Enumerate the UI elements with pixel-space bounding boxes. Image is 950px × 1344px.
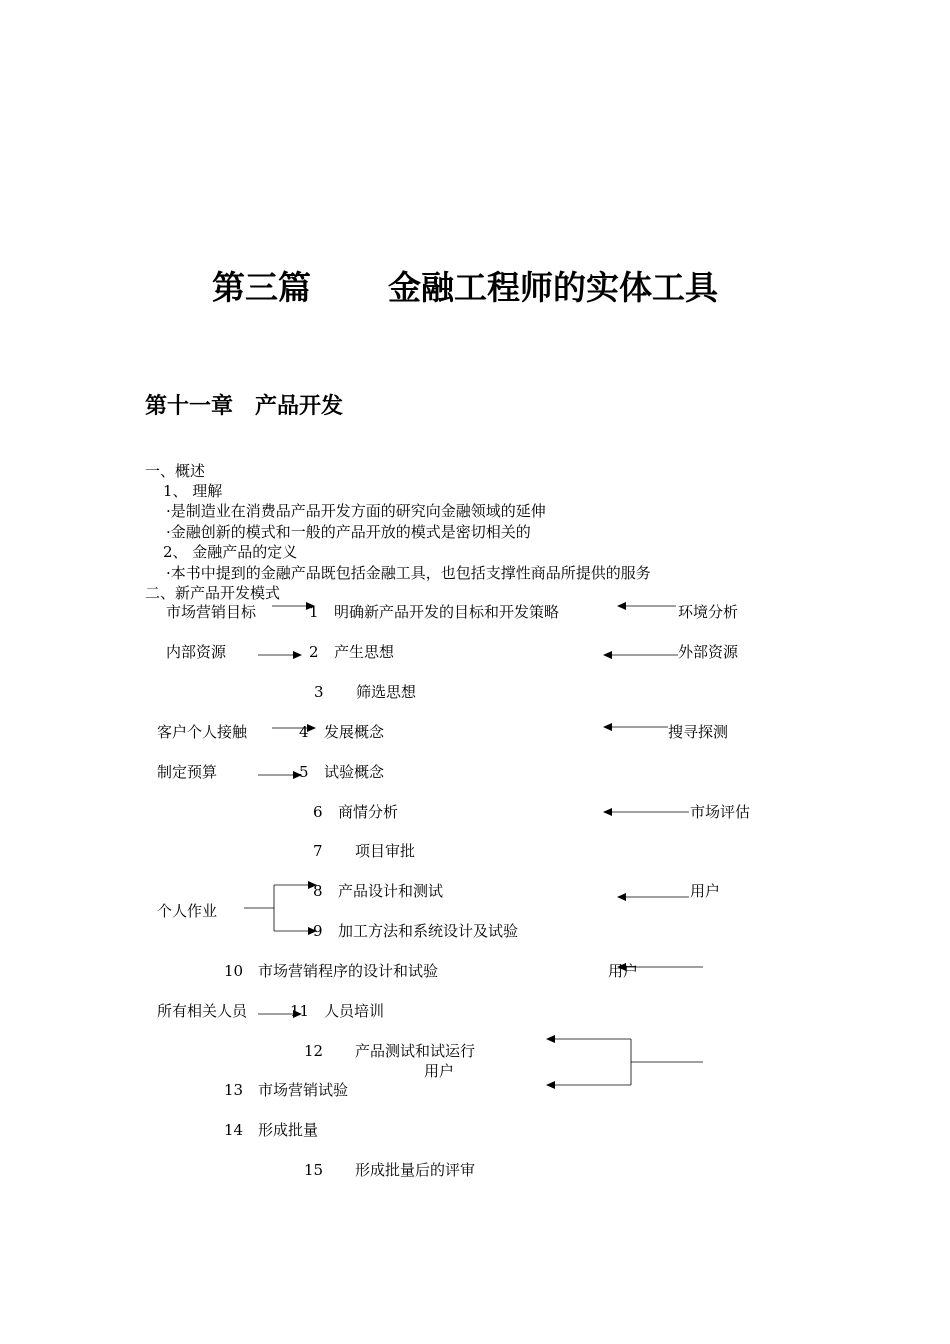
section-1-2-heading: 2、 金融产品的定义 (163, 543, 298, 561)
input-user-12: 用户 (424, 1062, 455, 1080)
step-num-12: 12 (304, 1042, 324, 1060)
step-num-13: 13 (224, 1081, 244, 1099)
part-title: 金融工程师的实体工具 (388, 268, 718, 307)
step-text-2: 产生思想 (334, 643, 395, 661)
input-market-goal: 市场营销目标 (166, 603, 257, 621)
step-num-9: 9 (313, 922, 323, 940)
input-individual-work: 个人作业 (157, 902, 218, 920)
input-user-10: 用户 (608, 962, 639, 980)
step-text-12: 产品测试和试运行 (355, 1042, 476, 1060)
step-text-11: 人员培训 (324, 1002, 385, 1020)
step-num-2: 2 (309, 643, 319, 661)
input-internal-resources: 内部资源 (166, 643, 227, 661)
step-num-10: 10 (224, 962, 244, 980)
input-market-eval: 市场评估 (690, 803, 751, 821)
input-environment: 环境分析 (678, 603, 739, 621)
section-1-2-bullet-a: ·本书中提到的金融产品既包括金融工具，也包括支撑性商品所提供的服务 (166, 564, 651, 582)
step-num-8: 8 (313, 882, 323, 900)
input-customer-contact: 客户个人接触 (157, 723, 248, 741)
step-text-7: 项目审批 (355, 842, 416, 860)
chapter-title: 第十一章 产品开发 (145, 394, 344, 419)
step-text-14: 形成批量 (258, 1121, 319, 1139)
section-1-1-bullet-b: ·金融创新的模式和一般的产品开放的模式是密切相关的 (166, 523, 531, 541)
part-label: 第三篇 (212, 268, 311, 307)
step-num-4: 4 (299, 723, 309, 741)
step-num-1: 1 (309, 603, 319, 621)
step-text-13: 市场营销试验 (258, 1081, 349, 1099)
step-text-10: 市场营销程序的设计和试验 (258, 962, 439, 980)
section-2-heading: 二、新产品开发模式 (145, 584, 281, 602)
step-num-14: 14 (224, 1121, 244, 1139)
section-1-1-bullet-a: ·是制造业在消费品产品开发方面的研究向金融领域的延伸 (166, 502, 546, 520)
step-text-8: 产品设计和测试 (338, 882, 444, 900)
input-search: 搜寻探测 (668, 723, 729, 741)
step-text-5: 试验概念 (324, 763, 385, 781)
step-num-11: 11 (290, 1002, 310, 1020)
input-external-resources: 外部资源 (678, 643, 739, 661)
step-num-5: 5 (299, 763, 309, 781)
input-budget: 制定预算 (157, 763, 218, 781)
step-num-7: 7 (313, 842, 323, 860)
step-text-1: 明确新产品开发的目标和开发策略 (334, 603, 560, 621)
input-all-staff: 所有相关人员 (157, 1002, 248, 1020)
step-text-3: 筛选思想 (356, 683, 417, 701)
step-num-15: 15 (304, 1161, 324, 1179)
input-user-8: 用户 (690, 882, 721, 900)
step-text-6: 商情分析 (338, 803, 399, 821)
step-text-9: 加工方法和系统设计及试验 (338, 922, 519, 940)
step-text-4: 发展概念 (324, 723, 385, 741)
section-1-heading: 一、概述 (145, 462, 206, 480)
step-num-3: 3 (314, 683, 324, 701)
section-1-1-heading: 1、 理解 (163, 482, 223, 500)
step-text-15: 形成批量后的评审 (355, 1161, 476, 1179)
step-num-6: 6 (313, 803, 323, 821)
